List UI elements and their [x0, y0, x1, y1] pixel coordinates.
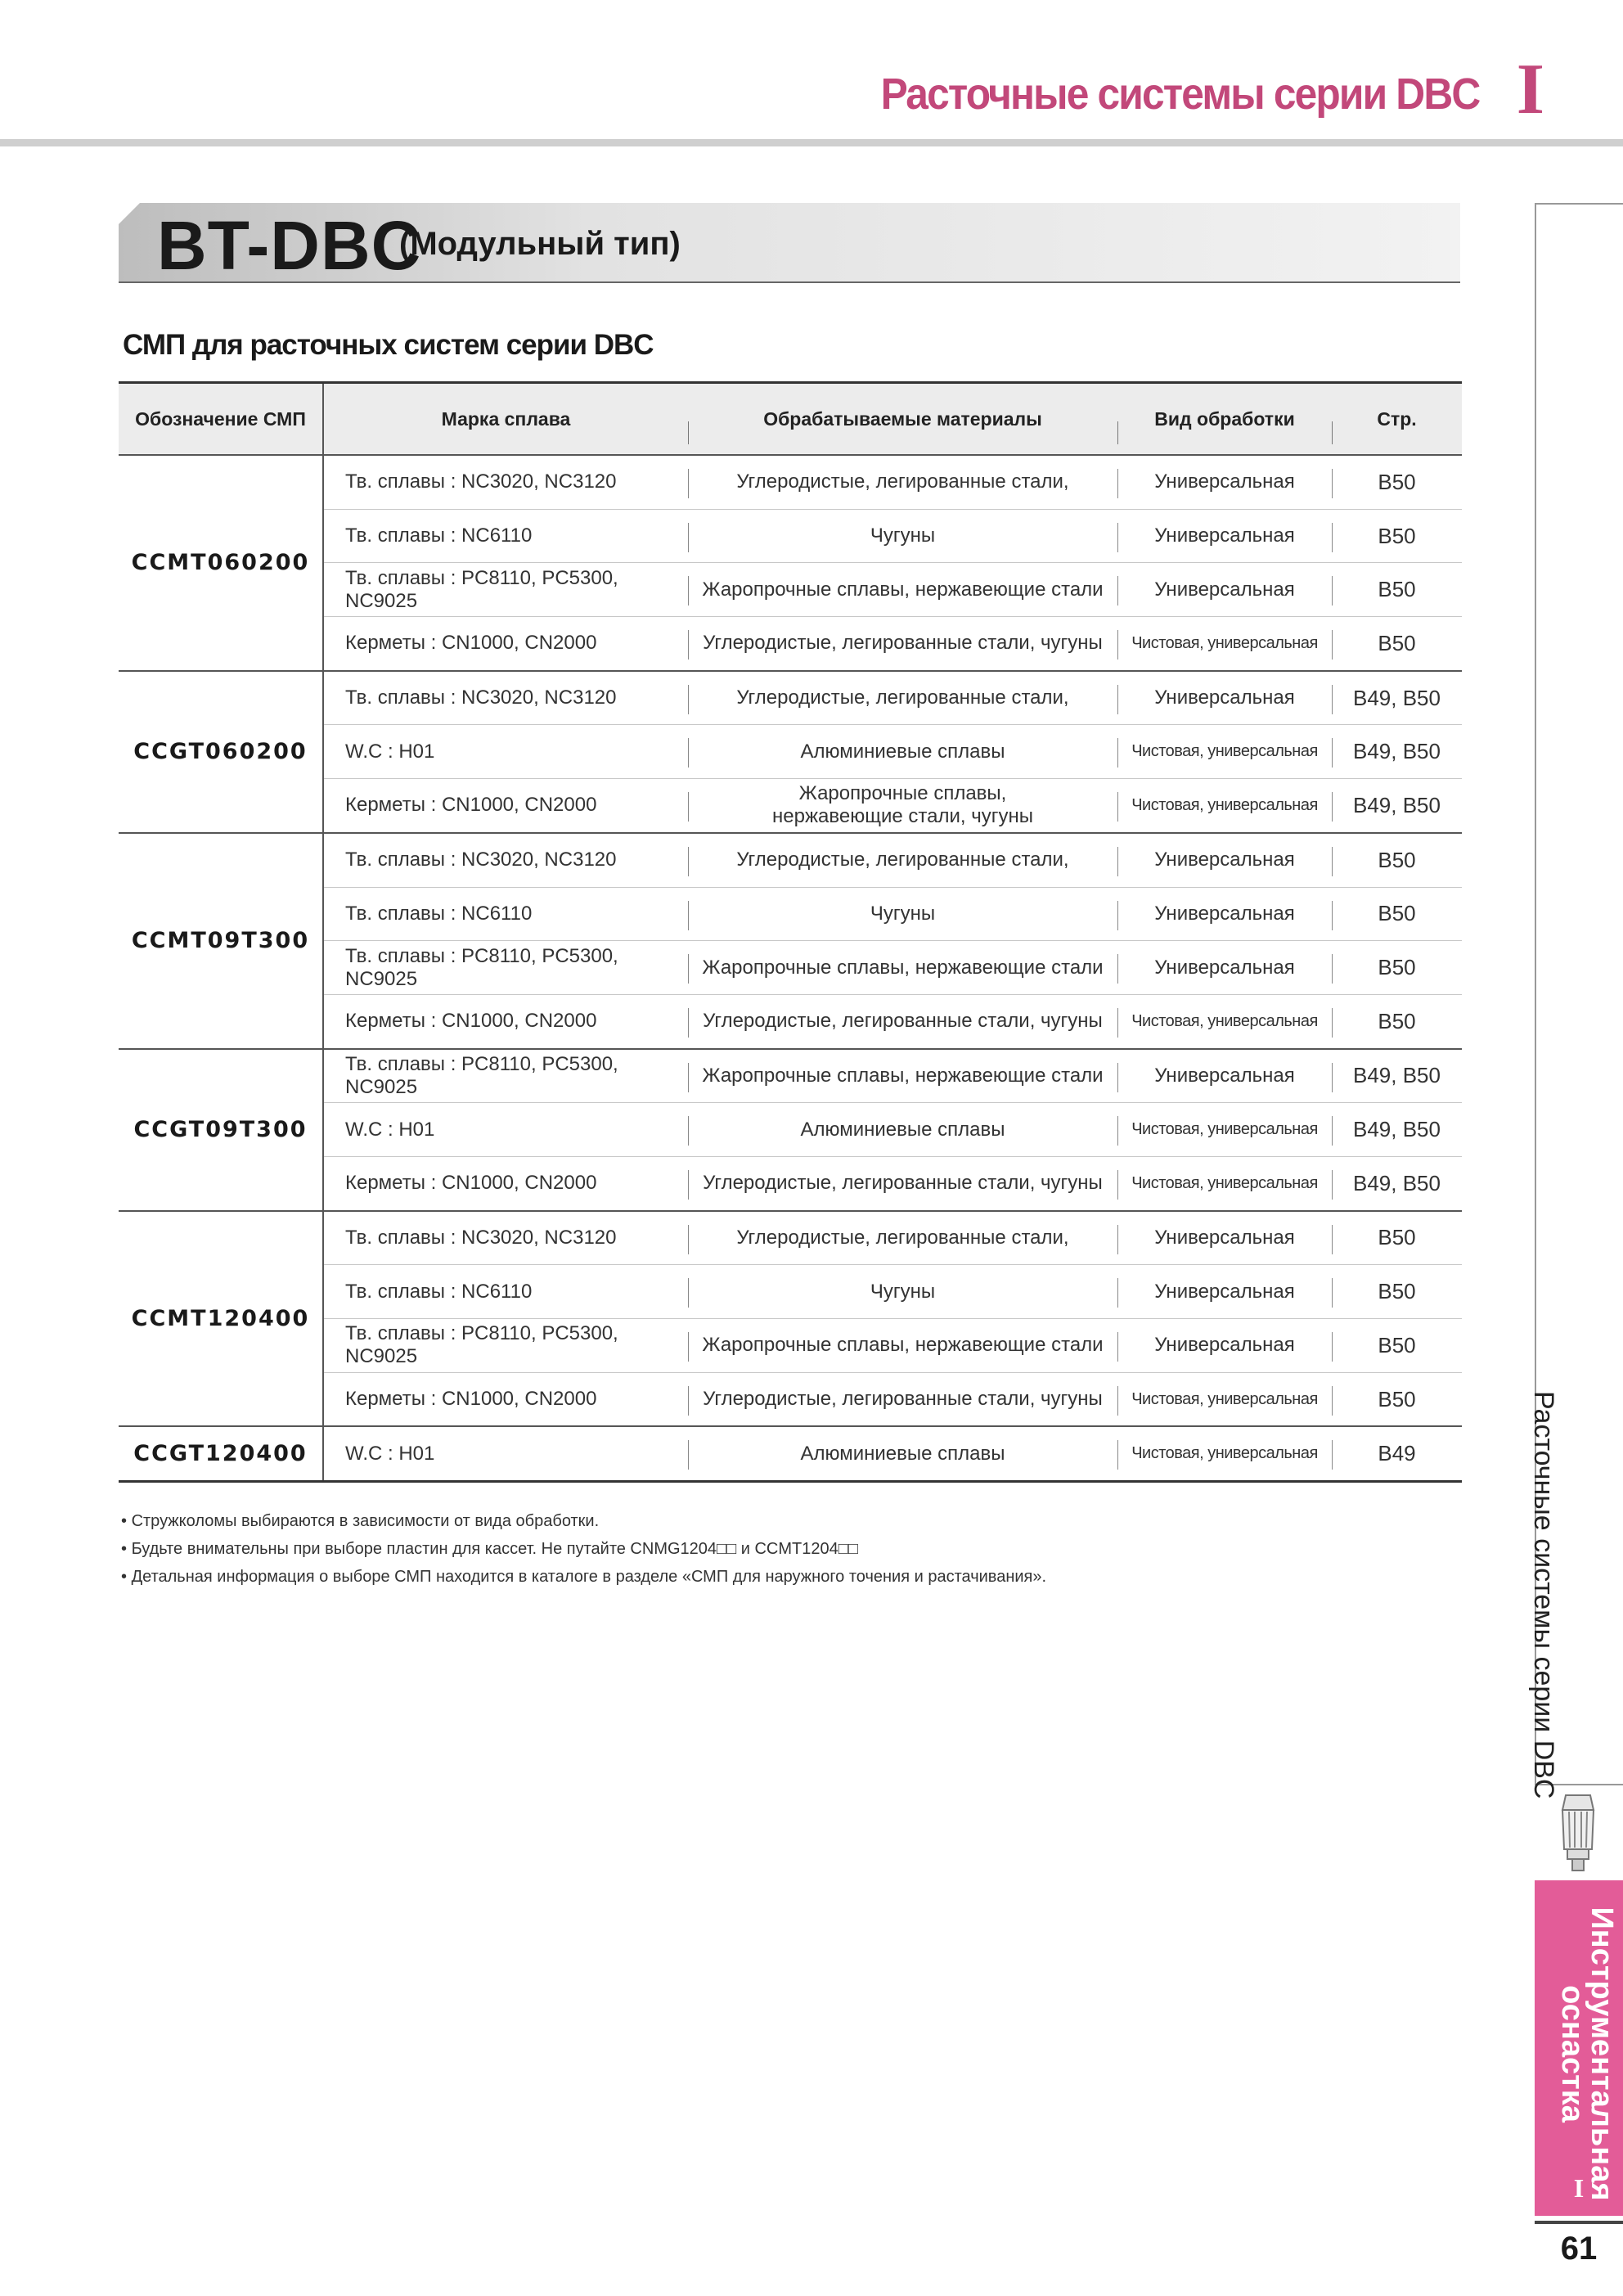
header-grade: Марка сплава: [323, 383, 688, 456]
page-ref-text: B49, B50: [1353, 792, 1441, 817]
process-text: Универсальная: [1154, 524, 1295, 547]
grade-cell: Тв. сплавы : PC8110, PC5300, NC9025: [323, 1319, 688, 1373]
material-cell: [688, 887, 1117, 941]
page-ref-text: B50: [1378, 1332, 1416, 1357]
page-ref-text: B50: [1378, 1386, 1416, 1411]
material-text: Углеродистые, легированные стали, чугуны: [703, 1388, 1103, 1411]
page-header-title: Расточные системы серии DBC: [880, 70, 1479, 119]
page-ref-cell: [1332, 1426, 1462, 1481]
material-text: Жаропрочные сплавы, нержавеющие стали: [702, 956, 1104, 979]
footnotes: [121, 1507, 1046, 1591]
page-number: 61: [1560, 2231, 1598, 2267]
process-text: Универсальная: [1154, 849, 1295, 871]
table-row: [119, 1049, 1462, 1103]
insert-code-cell: CCGT120400: [119, 1426, 323, 1481]
grade-cell: Керметы : CN1000, CN2000: [323, 1372, 688, 1426]
banner-title: BT-DBC: [157, 207, 422, 284]
process-cell: [1117, 941, 1332, 995]
grade-cell: Тв. сплавы : NC6110: [323, 509, 688, 563]
page-ref-cell: [1332, 941, 1462, 995]
page-ref-cell: [1332, 1372, 1462, 1426]
material-text: Углеродистые, легированные стали, чугуны: [703, 1172, 1103, 1195]
process-cell: [1117, 671, 1332, 725]
process-text: Чистовая, универсальная: [1131, 742, 1318, 761]
header-process: Вид обработки: [1117, 383, 1332, 456]
process-cell: [1117, 1426, 1332, 1481]
material-cell: [688, 725, 1117, 779]
material-cell: [688, 1265, 1117, 1319]
process-cell: [1117, 509, 1332, 563]
process-cell: [1117, 1103, 1332, 1157]
process-text: Чистовая, универсальная: [1131, 633, 1318, 652]
page-ref-cell: [1332, 617, 1462, 671]
page-ref-text: B50: [1378, 955, 1416, 980]
process-cell: [1117, 1156, 1332, 1210]
material-cell: [688, 1319, 1117, 1373]
process-cell: [1117, 563, 1332, 617]
process-text: Универсальная: [1154, 902, 1295, 925]
insert-code-cell: CCMT060200: [119, 455, 323, 671]
page-ref-cell: [1332, 1211, 1462, 1265]
grade-cell: Тв. сплавы : NC3020, NC3120: [323, 455, 688, 509]
page-ref-text: B49: [1378, 1441, 1416, 1466]
material-cell: [688, 994, 1117, 1048]
side-section-label: Расточные системы серии DBC: [1528, 1391, 1559, 1799]
process-cell: [1117, 833, 1332, 887]
process-cell: [1117, 887, 1332, 941]
process-text: Чистовая, универсальная: [1131, 1011, 1318, 1030]
insert-code-cell: CCMT09T300: [119, 833, 323, 1049]
page-ref-text: B49, B50: [1353, 739, 1441, 764]
page-ref-cell: [1332, 1319, 1462, 1373]
insert-code-cell: CCGT09T300: [119, 1049, 323, 1211]
material-text: Алюминиевые сплавы: [800, 740, 1005, 763]
process-cell: [1117, 1211, 1332, 1265]
page-ref-text: B49, B50: [1353, 1170, 1441, 1195]
header-divider: [0, 139, 1623, 146]
material-text: Жаропрочные сплавы, нержавеющие стали: [702, 1064, 1104, 1087]
table-body: [119, 455, 1462, 1482]
grade-cell: Тв. сплавы : NC3020, NC3120: [323, 1211, 688, 1265]
grade-cell: Тв. сплавы : NC6110: [323, 1265, 688, 1319]
header-materials: Обрабатываемые материалы: [688, 383, 1117, 456]
process-text: Универсальная: [1154, 1334, 1295, 1357]
page-ref-text: B50: [1378, 847, 1416, 872]
material-text: Углеродистые, легированные стали, чугуны: [703, 632, 1103, 655]
table-row: [119, 1211, 1462, 1265]
process-text: Чистовая, универсальная: [1131, 1444, 1318, 1463]
process-text: Универсальная: [1154, 1226, 1295, 1249]
page-ref-cell: [1332, 779, 1462, 833]
material-text: Алюминиевые сплавы: [800, 1442, 1005, 1465]
material-cell: [688, 779, 1117, 833]
process-cell: [1117, 725, 1332, 779]
process-text: Универсальная: [1154, 687, 1295, 709]
page-ref-cell: [1332, 1049, 1462, 1103]
material-text: Углеродистые, легированные стали,: [736, 470, 1069, 493]
material-cell: [688, 563, 1117, 617]
material-text: Чугуны: [870, 524, 936, 547]
process-cell: [1117, 455, 1332, 509]
process-cell: [1117, 617, 1332, 671]
insert-code-cell: CCGT060200: [119, 671, 323, 833]
process-cell: [1117, 1372, 1332, 1426]
grade-cell: Керметы : CN1000, CN2000: [323, 779, 688, 833]
page-ref-cell: [1332, 1156, 1462, 1210]
grade-cell: Тв. сплавы : NC6110: [323, 887, 688, 941]
material-text: Углеродистые, легированные стали,: [736, 849, 1069, 871]
table-header-row: [119, 383, 1462, 456]
process-cell: [1117, 1319, 1332, 1373]
material-cell: [688, 617, 1117, 671]
material-cell: [688, 455, 1117, 509]
process-text: Универсальная: [1154, 470, 1295, 493]
material-cell: [688, 671, 1117, 725]
table-row: [119, 671, 1462, 725]
material-cell: [688, 509, 1117, 563]
material-text: Алюминиевые сплавы: [800, 1118, 1005, 1141]
grade-cell: W.C : H01: [323, 1103, 688, 1157]
material-cell: [688, 1103, 1117, 1157]
page-ref-cell: [1332, 833, 1462, 887]
page-ref-text: B49, B50: [1353, 685, 1441, 710]
material-cell: [688, 1156, 1117, 1210]
insert-code-cell: CCMT120400: [119, 1211, 323, 1427]
process-text: Чистовая, универсальная: [1131, 1120, 1318, 1139]
page-number-divider: [1535, 2221, 1623, 2224]
process-text: Чистовая, универсальная: [1131, 795, 1318, 814]
page-ref-text: B49, B50: [1353, 1117, 1441, 1142]
material-cell: [688, 941, 1117, 995]
footnote: • Детальная информация о выборе СМП находится в каталоге в разделе «СМП для наружного точения и растачивания».: [121, 1563, 1046, 1591]
material-text: Жаропрочные сплавы, нержавеющие стали, чугуны: [772, 782, 1033, 828]
table-title: СМП для расточных систем серии DBC: [123, 329, 654, 361]
page-ref-text: B49, B50: [1353, 1063, 1441, 1088]
footnote: • Стружколомы выбираются в зависимости от вида обработки.: [121, 1507, 1046, 1535]
material-cell: [688, 1372, 1117, 1426]
section-roman-numeral: I: [1516, 50, 1544, 129]
page-ref-cell: [1332, 671, 1462, 725]
grade-cell: W.C : H01: [323, 725, 688, 779]
page-ref-text: B50: [1378, 1279, 1416, 1304]
table-row: [119, 455, 1462, 509]
grade-cell: Керметы : CN1000, CN2000: [323, 994, 688, 1048]
page-ref-cell: [1332, 455, 1462, 509]
grade-cell: Тв. сплавы : NC3020, NC3120: [323, 833, 688, 887]
page-ref-text: B50: [1378, 1008, 1416, 1033]
material-text: Углеродистые, легированные стали,: [736, 1226, 1069, 1249]
page-ref-cell: [1332, 994, 1462, 1048]
grade-cell: Керметы : CN1000, CN2000: [323, 617, 688, 671]
section-tab-roman: I: [1573, 2173, 1585, 2203]
page-ref-text: B50: [1378, 1225, 1416, 1250]
page-ref-cell: [1332, 509, 1462, 563]
footnote: • Будьте внимательны при выборе пластин для кассет. Не путайте CNMG1204□□ и CCMT1204□□: [121, 1535, 1046, 1563]
header-insert-code: Обозначение СМП: [119, 383, 323, 456]
material-cell: [688, 1049, 1117, 1103]
material-text: Чугуны: [870, 1280, 936, 1303]
material-cell: [688, 833, 1117, 887]
table-row: [119, 1426, 1462, 1481]
page-ref-text: B50: [1378, 630, 1416, 655]
page-ref-cell: [1332, 887, 1462, 941]
material-text: Жаропрочные сплавы, нержавеющие стали: [702, 578, 1104, 601]
page-ref-cell: [1332, 1265, 1462, 1319]
inserts-table: [119, 381, 1462, 1483]
material-text: Углеродистые, легированные стали,: [736, 687, 1069, 709]
page-ref-text: B50: [1378, 523, 1416, 548]
grade-cell: Тв. сплавы : PC8110, PC5300, NC9025: [323, 1049, 688, 1103]
page-ref-cell: [1332, 725, 1462, 779]
page-ref-cell: [1332, 563, 1462, 617]
material-text: Углеродистые, легированные стали, чугуны: [703, 1010, 1103, 1033]
process-cell: [1117, 1265, 1332, 1319]
banner-subtitle: (Модульный тип): [399, 226, 681, 262]
header-page: Стр.: [1332, 383, 1462, 456]
collet-holder-icon: [1548, 1792, 1608, 1874]
process-text: Чистовая, универсальная: [1131, 1173, 1318, 1192]
grade-cell: Керметы : CN1000, CN2000: [323, 1156, 688, 1210]
grade-cell: Тв. сплавы : PC8110, PC5300, NC9025: [323, 941, 688, 995]
section-tab-label: Инструментальная оснастка: [1555, 1907, 1619, 2201]
process-text: Универсальная: [1154, 1064, 1295, 1087]
process-text: Универсальная: [1154, 1280, 1295, 1303]
page-ref-text: B50: [1378, 577, 1416, 602]
process-text: Универсальная: [1154, 956, 1295, 979]
grade-cell: W.C : H01: [323, 1426, 688, 1481]
process-cell: [1117, 994, 1332, 1048]
material-text: Чугуны: [870, 902, 936, 925]
page-ref-text: B50: [1378, 901, 1416, 926]
grade-cell: Тв. сплавы : PC8110, PC5300, NC9025: [323, 563, 688, 617]
grade-cell: Тв. сплавы : NC3020, NC3120: [323, 671, 688, 725]
process-text: Универсальная: [1154, 578, 1295, 601]
material-text: Жаропрочные сплавы, нержавеющие стали: [702, 1334, 1104, 1357]
process-cell: [1117, 779, 1332, 833]
material-cell: [688, 1211, 1117, 1265]
material-cell: [688, 1426, 1117, 1481]
process-cell: [1117, 1049, 1332, 1103]
table-row: [119, 833, 1462, 887]
process-text: Чистовая, универсальная: [1131, 1389, 1318, 1408]
page-ref-cell: [1332, 1103, 1462, 1157]
page-ref-text: B50: [1378, 469, 1416, 494]
